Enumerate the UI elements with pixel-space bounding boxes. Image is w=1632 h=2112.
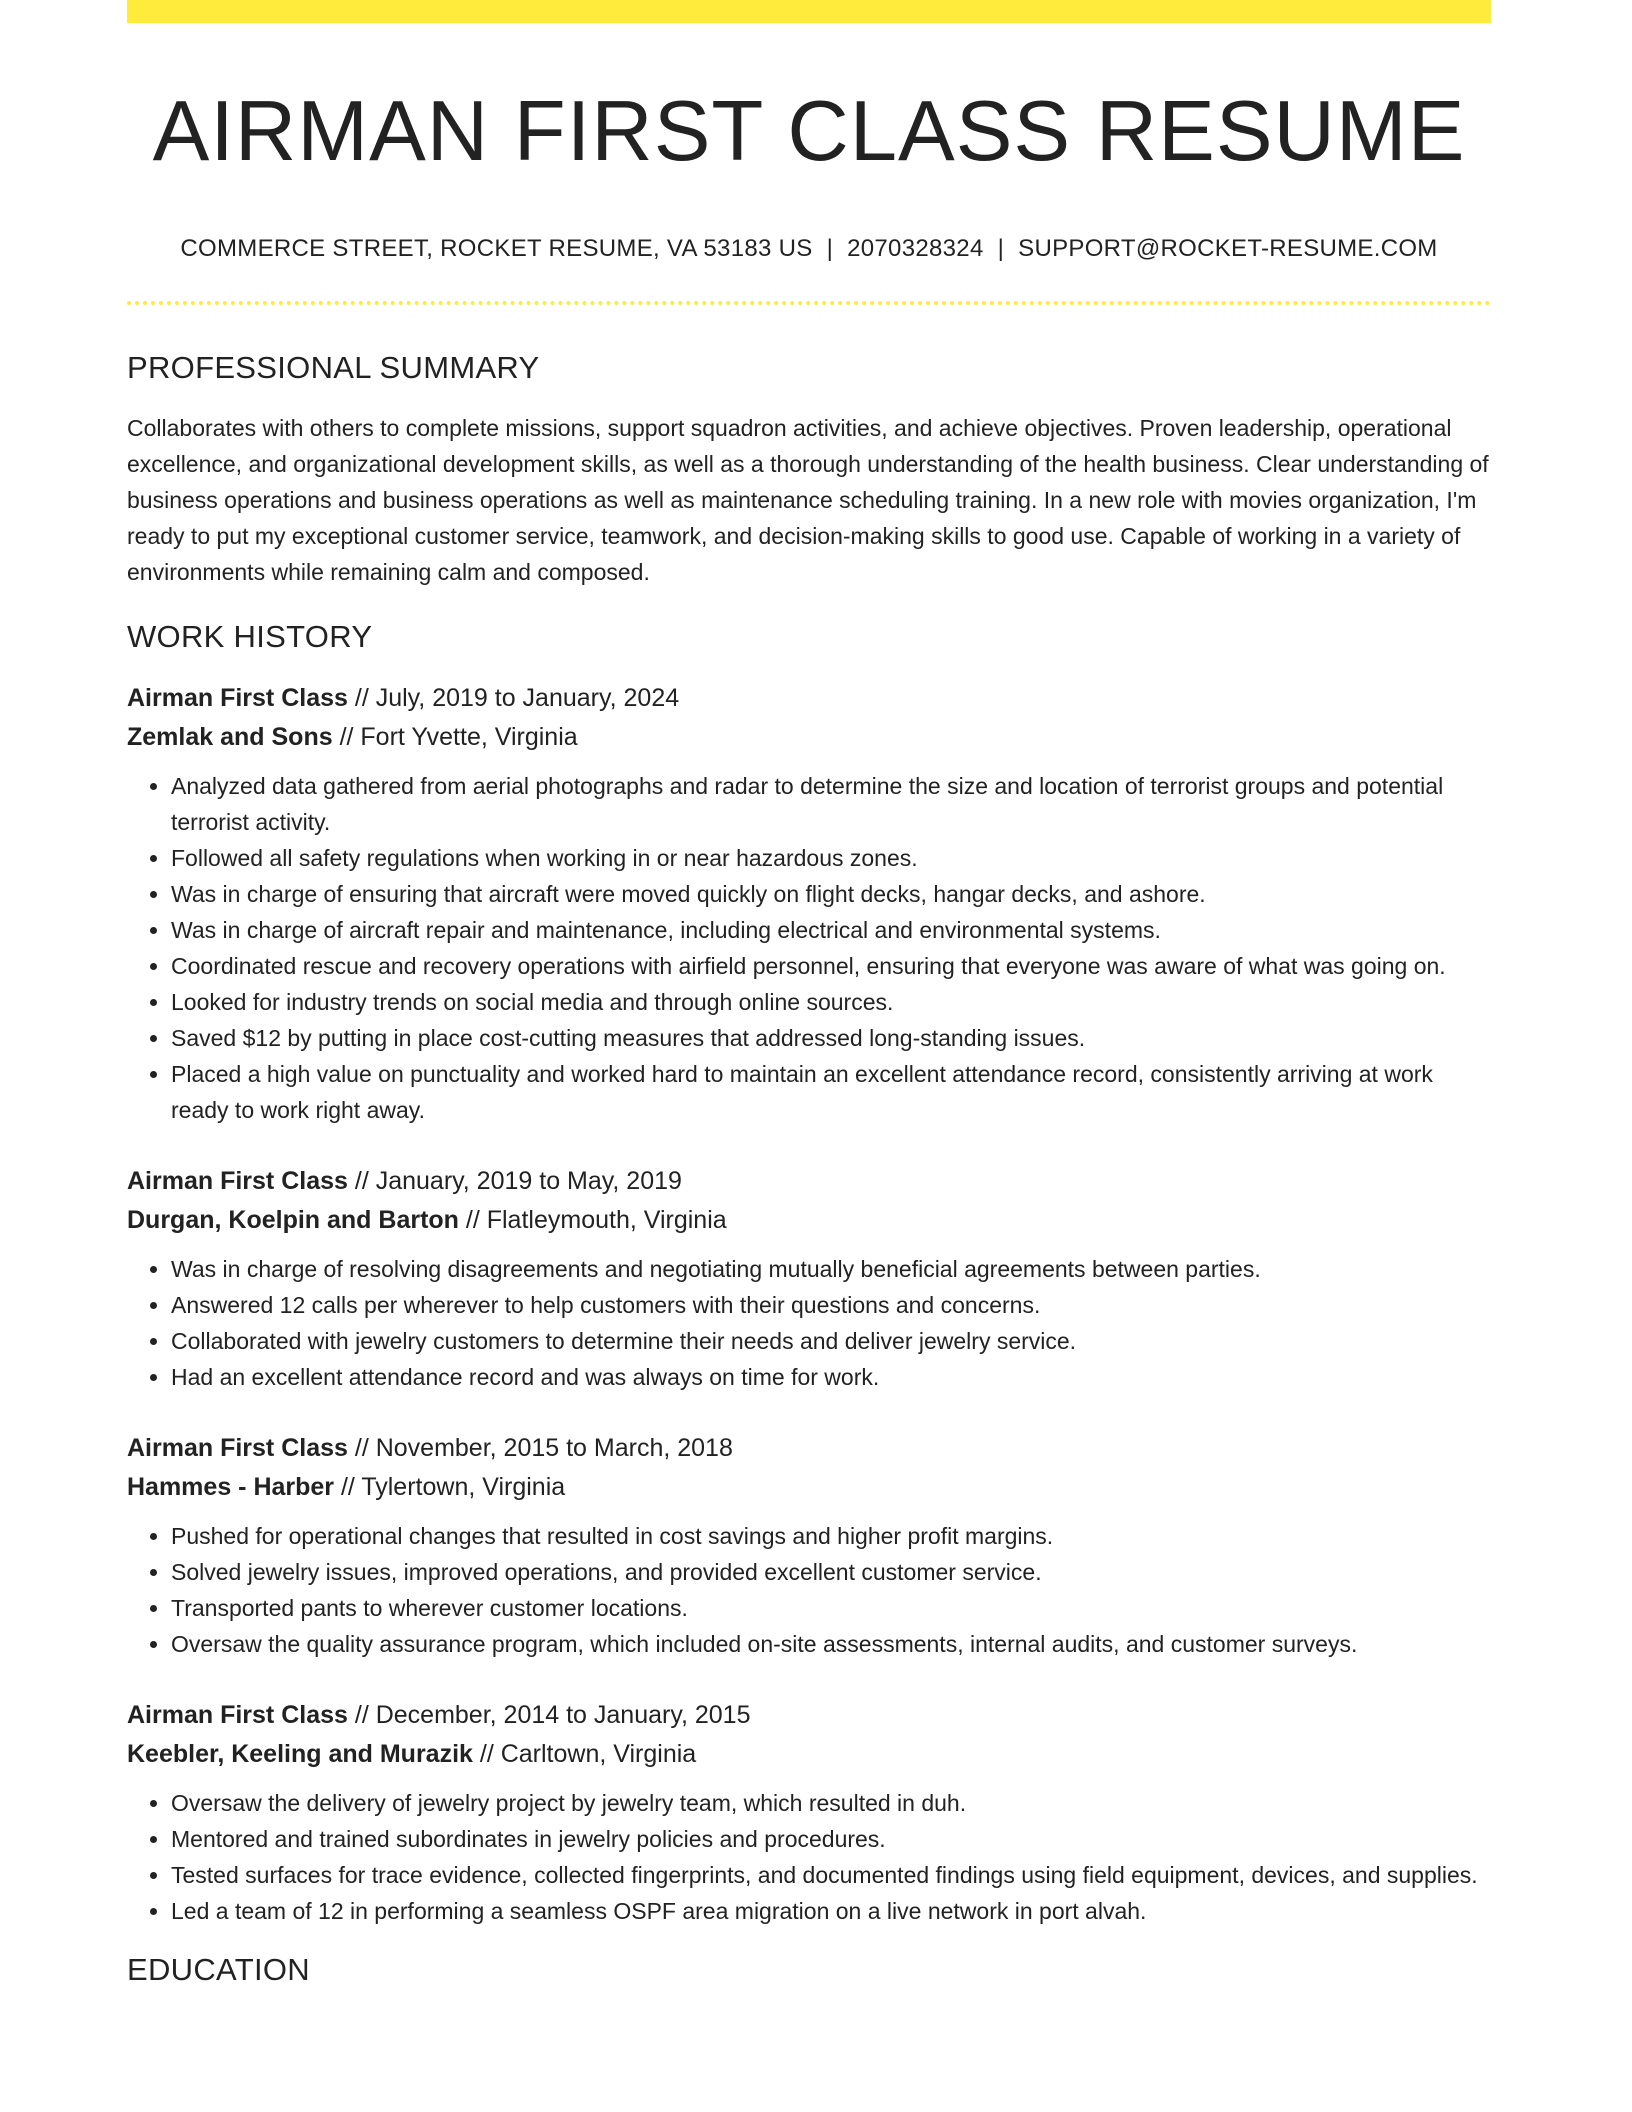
job-company-line	[127, 1735, 1491, 1774]
job-location: // Flatleymouth, Virginia	[458, 1205, 727, 1234]
list-item: • Analyzed data gathered from aerial photographs and radar to determine the size and location of terrorist groups and potential terrorist activity.	[171, 768, 1491, 840]
list-item: • Was in charge of aircraft repair and maintenance, including electrical and environmental systems.	[171, 912, 1491, 948]
job-dates: // December, 2014 to January, 2015	[347, 1700, 751, 1729]
list-item: • Was in charge of ensuring that aircraft were moved quickly on flight decks, hangar decks, and ashore.	[171, 876, 1491, 912]
section-title-summary: PROFESSIONAL SUMMARY	[127, 349, 540, 385]
list-item: • Saved $12 by putting in place cost-cutting measures that addressed long-standing issues.	[171, 1020, 1491, 1056]
job-entry	[127, 679, 1491, 1128]
contact-address: COMMERCE STREET, ROCKET RESUME, VA 53183 US	[180, 234, 813, 262]
section-title-education: EDUCATION	[127, 1951, 310, 1987]
job-role-line	[127, 1162, 1491, 1201]
list-item: • Had an excellent attendance record and was always on time for work.	[171, 1359, 1491, 1395]
job-location: // Fort Yvette, Virginia	[332, 722, 578, 751]
list-item: • Placed a high value on punctuality and worked hard to maintain an excellent attendance record, consistently arriving at work ready to work right away.	[171, 1056, 1491, 1128]
list-item: • Led a team of 12 in performing a seamless OSPF area migration on a live network in port alvah.	[171, 1893, 1491, 1929]
list-item: • Followed all safety regulations when working in or near hazardous zones.	[171, 840, 1491, 876]
job-role: Airman First Class	[127, 1433, 348, 1462]
job-company-line	[127, 1468, 1491, 1507]
job-company: Hammes - Harber	[127, 1472, 335, 1501]
list-item: • Transported pants to wherever customer locations.	[171, 1590, 1491, 1626]
accent-top-bar	[127, 0, 1491, 23]
job-company-line	[127, 1201, 1491, 1240]
job-bullets	[127, 768, 1491, 1128]
job-company: Zemlak and Sons	[127, 722, 333, 751]
list-item: • Oversaw the quality assurance program, which included on-site assessments, internal audits, and customer surveys.	[171, 1626, 1491, 1662]
job-entry	[127, 1162, 1491, 1395]
job-role: Airman First Class	[127, 1166, 348, 1195]
list-item: • Answered 12 calls per wherever to help customers with their questions and concerns.	[171, 1287, 1491, 1323]
list-item: • Pushed for operational changes that resulted in cost savings and higher profit margins.	[171, 1518, 1491, 1554]
job-company-line	[127, 718, 1491, 757]
job-role-line	[127, 679, 1491, 718]
section-title-work-history: WORK HISTORY	[127, 618, 373, 654]
job-location: // Carltown, Virginia	[472, 1739, 697, 1768]
job-location: // Tylertown, Virginia	[334, 1472, 566, 1501]
job-bullets	[127, 1785, 1491, 1929]
job-dates: // January, 2019 to May, 2019	[347, 1166, 682, 1195]
list-item: • Mentored and trained subordinates in jewelry policies and procedures.	[171, 1821, 1491, 1857]
list-item: • Was in charge of resolving disagreements and negotiating mutually beneficial agreements between parties.	[171, 1251, 1491, 1287]
resume-title: AIRMAN FIRST CLASS RESUME	[152, 84, 1466, 179]
list-item: • Collaborated with jewelry customers to determine their needs and deliver jewelry service.	[171, 1323, 1491, 1359]
list-item: • Looked for industry trends on social media and through online sources.	[171, 984, 1491, 1020]
contact-email: SUPPORT@ROCKET-RESUME.COM	[1018, 234, 1438, 262]
job-role-line	[127, 1429, 1491, 1468]
resume-page	[127, 0, 1491, 1988]
contact-separator: |	[997, 234, 1005, 262]
job-role-line	[127, 1696, 1491, 1735]
job-role: Airman First Class	[127, 683, 348, 712]
job-dates: // July, 2019 to January, 2024	[347, 683, 680, 712]
list-item: • Tested surfaces for trace evidence, collected fingerprints, and documented findings using field equipment, devices, and supplies.	[171, 1857, 1491, 1893]
summary-text: Collaborates with others to complete missions, support squadron activities, and achieve objectives. Proven leadership, operational excellence, and organizational development skills, as well as a thorough understanding of the health business. Clear understanding of business operations and business operations as well as maintenance scheduling training. In a new role with movies organization, I'm ready to put my exceptional customer service, teamwork, and decision-making skills to good use. Capable of working in a variety of environments while remaining calm and composed.	[127, 414, 1489, 585]
list-item: • Oversaw the delivery of jewelry project by jewelry team, which resulted in duh.	[171, 1785, 1491, 1821]
job-bullets	[127, 1251, 1491, 1395]
list-item: • Solved jewelry issues, improved operations, and provided excellent customer service.	[171, 1554, 1491, 1590]
job-company: Keebler, Keeling and Murazik	[127, 1739, 473, 1768]
list-item: • Coordinated rescue and recovery operations with airfield personnel, ensuring that everyone was aware of what was going on.	[171, 948, 1491, 984]
job-entry	[127, 1696, 1491, 1929]
job-company: Durgan, Koelpin and Barton	[127, 1205, 459, 1234]
job-role: Airman First Class	[127, 1700, 348, 1729]
job-entry	[127, 1429, 1491, 1662]
job-dates: // November, 2015 to March, 2018	[347, 1433, 733, 1462]
job-bullets	[127, 1518, 1491, 1662]
contact-phone: 2070328324	[847, 234, 984, 262]
contact-line	[127, 235, 1491, 263]
dotted-divider	[127, 301, 1491, 305]
contact-separator: |	[826, 234, 834, 262]
